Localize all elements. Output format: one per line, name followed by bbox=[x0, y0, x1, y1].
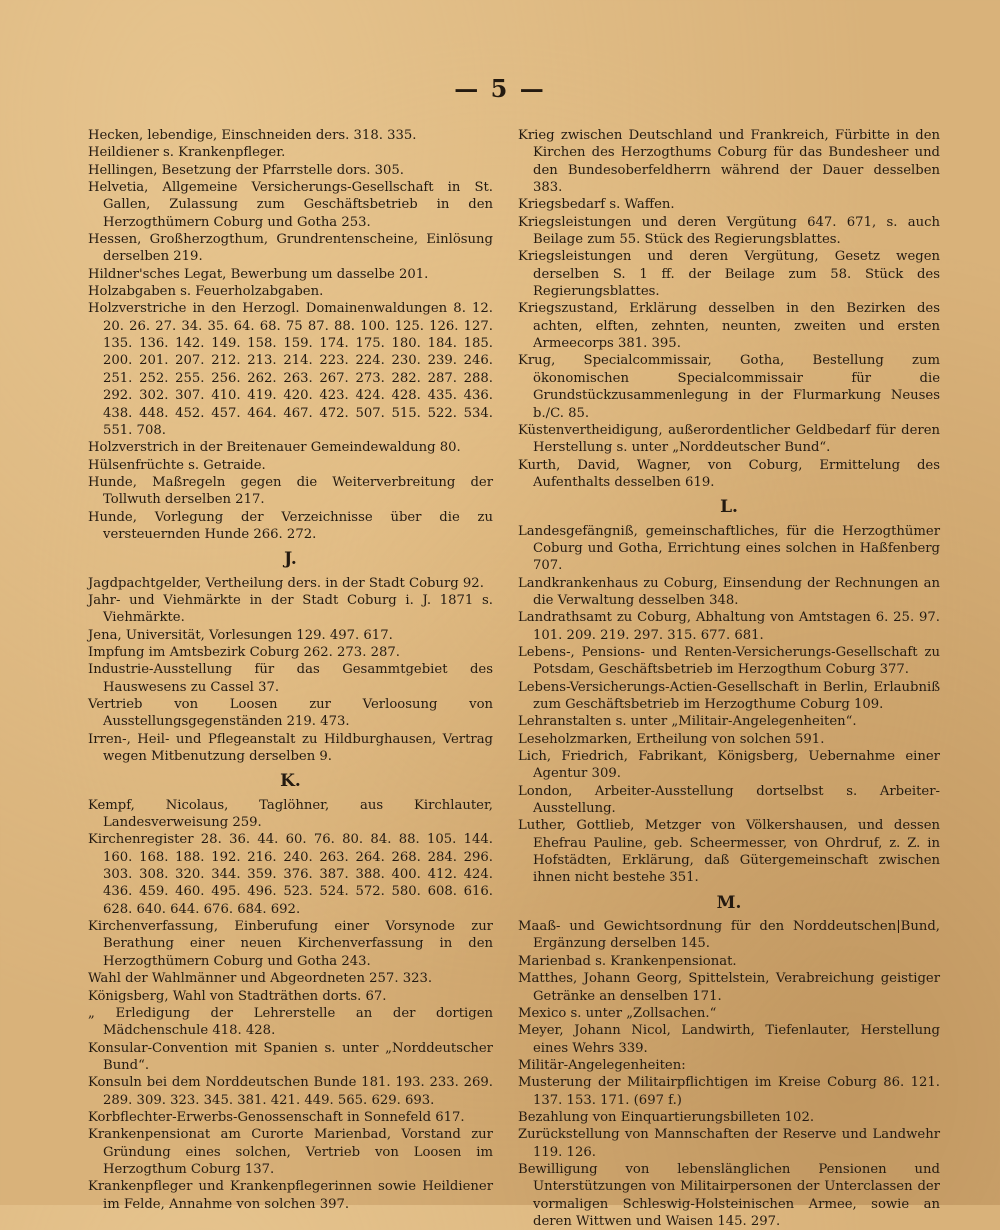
index-entry: Konsuln bei dem Norddeutschen Bunde 181. 193. 233. 269. 289. 309. 323. 345. 381. 421. 449. 565. 629. 693. bbox=[88, 1075, 493, 1108]
index-entry: Maaß- und Gewichtsordnung für den Norddeutschen|Bund, Ergänzung derselben 145. bbox=[518, 919, 940, 952]
index-entry: „ Erledigung der Lehrerstelle an der dortigen Mädchenschule 418. 428. bbox=[88, 1005, 493, 1039]
index-entry: Landesgefängniß, gemeinschaftliches, für die Herzogthümer Coburg und Gotha, Errichtung eines solchen in Haßfenberg 707. bbox=[518, 523, 940, 574]
index-entry: Krieg zwischen Deutschland und Frankreich, Fürbitte in den Kirchen des Herzogthums Coburg für das Bundesheer und den Bundesoberfeldherrn während der Dauer desselben 383. bbox=[518, 128, 940, 196]
index-entry: Korbflechter-Erwerbs-Genossenschaft in Sonnefeld 617. bbox=[88, 1109, 465, 1125]
index-entry: Jahr- und Viehmärkte in der Stadt Coburg i. J. 1871 s. Viehmärkte. bbox=[88, 592, 493, 626]
index-entry: Jena, Universität, Vorlesungen 129. 497. 617. bbox=[88, 627, 393, 643]
index-entry: Kriegsbedarf s. Waffen. bbox=[518, 197, 675, 213]
index-entry: Bewilligung von lebenslänglichen Pensionen und Unterstützungen von Militairpersonen der Unterclassen der vormaligen Schleswig-Holsteinischen Armee, sowie an deren Wittwen und Waisen 145. 297. bbox=[518, 1161, 940, 1229]
index-entry: Hildner'sches Legat, Bewerbung um dasselbe 201. bbox=[88, 266, 429, 282]
index-entry: Holzverstriche in den Herzogl. Domainenwaldungen 8. 12. 20. 26. 27. 34. 35. 64. 68. 75 87. 88. 100. 125. 126. 127. 135. 136. 142. 149. 158. 159. 174. 175. 180. 184. 185. 200. 201. 207. 212. 213. 214. 223. 224. 230. 239. 246. 251. 252. 255. 256. 262. 263. 267. 273. 282. 287. 288. 292. 302. 307. 410. 419. 420. 423. 424. 428. 435. 436. 438. 448. 452. 457. 464. 467. 472. 507. 515. 522. 534. 551. 708. bbox=[88, 301, 493, 438]
index-entry: Hessen, Großherzogthum, Grundrentenscheine, Einlösung derselben 219. bbox=[88, 232, 493, 265]
index-entry: Hunde, Vorlegung der Verzeichnisse über die zu versteuernden Hunde 266. 272. bbox=[88, 509, 493, 542]
index-entry: Heildiener s. Krankenpfleger. bbox=[88, 145, 286, 161]
index-entry: Luther, Gottlieb, Metzger von Völkershausen, und dessen Ehefrau Pauline, geb. Scheermesser, von Ohrdruf, z. Z. in Hofstädten, Erklärung, daß Gütergemeinschaft zwischen ihnen nicht bestehe 351. bbox=[518, 818, 940, 886]
index-column-left bbox=[88, 127, 493, 1213]
section-heading-j: J. bbox=[284, 549, 297, 570]
index-entry: Krankenpensionat am Curorte Marienbad, Vorstand zur Gründung eines solchen, Vertrieb von Loosen im Herzogthum Coburg 137. bbox=[88, 1127, 493, 1177]
section-heading-k: K. bbox=[280, 771, 301, 792]
index-entry: Holzverstrich in der Breitenauer Gemeindewaldung 80. bbox=[88, 440, 461, 456]
index-entry: Lehranstalten s. unter „Militair-Angelegenheiten“. bbox=[518, 714, 857, 730]
index-entry: Lebens-Versicherungs-Actien-Gesellschaft in Berlin, Erlaubniß zum Geschäftsbetrieb im Herzogthume Coburg 109. bbox=[518, 679, 940, 712]
index-entry: Kirchenverfassung, Einberufung einer Vorsynode zur Berathung einer neuen Kirchenverfassung in den Herzogthümern Coburg und Gotha 243. bbox=[88, 919, 493, 969]
index-entry: Holzabgaben s. Feuerholzabgaben. bbox=[88, 284, 324, 300]
index-entry: Hunde, Maßregeln gegen die Weiterverbreitung der Tollwuth derselben 217. bbox=[88, 474, 493, 508]
section-heading-l: L. bbox=[720, 497, 738, 518]
index-entry: Konsular-Convention mit Spanien s. unter „Norddeutscher Bund“. bbox=[88, 1040, 493, 1073]
index-entry: Mexico s. unter „Zollsachen.“ bbox=[518, 1005, 717, 1021]
index-entry: Königsberg, Wahl von Stadträthen dorts. 67. bbox=[88, 988, 387, 1004]
index-entry: Kurth, David, Wagner, von Coburg, Ermittelung des Aufenthalts desselben 619. bbox=[518, 457, 940, 490]
index-entry: Militär-Angelegenheiten: bbox=[518, 1057, 686, 1073]
index-entry: Bezahlung von Einquartierungsbilleten 102. bbox=[518, 1109, 815, 1125]
index-entry: Landkrankenhaus zu Coburg, Einsendung der Rechnungen an die Verwaltung desselben 348. bbox=[518, 575, 940, 608]
index-entry: Kirchenregister 28. 36. 44. 60. 76. 80. 84. 88. 105. 144. 160. 168. 188. 192. 216. 240. 263. 264. 268. 284. 296. 303. 308. 320. 344. 359. 376. 387. 388. 400. 412. 424. 436. 459. 460. 495. 496. 523. 524. 572. 580. 608. 616. 628. 640. 644. 676. 684. 692. bbox=[88, 832, 493, 917]
index-entry: Kempf, Nicolaus, Taglöhner, aus Kirchlauter, Landesverweisung 259. bbox=[88, 797, 493, 831]
index-entry: Küstenvertheidigung, außerordentlicher Geldbedarf für deren Herstellung s. unter „Norddeutscher Bund“. bbox=[518, 422, 940, 456]
index-entry: Kriegszustand, Erklärung desselben in den Bezirken des achten, elften, zehnten, neunten, zweiten und ersten Armeecorps 381. 395. bbox=[518, 301, 940, 352]
index-entry: Lich, Friedrich, Fabrikant, Königsberg, Uebernahme einer Agentur 309. bbox=[518, 749, 940, 782]
index-entry: Vertrieb von Loosen zur Verloosung von Ausstellungsgegenständen 219. 473. bbox=[88, 697, 493, 730]
index-entry: Jagdpachtgelder, Vertheilung ders. in der Stadt Coburg 92. bbox=[88, 575, 484, 591]
index-entry: Kriegsleistungen und deren Vergütung 647. 671, s. auch Beilage zum 55. Stück des Regierungsblattes. bbox=[518, 214, 940, 248]
index-entry: Landrathsamt zu Coburg, Abhaltung von Amtstagen 6. 25. 97. 101. 209. 219. 297. 315. 677. 681. bbox=[518, 610, 940, 643]
index-entry: Krug, Specialcommissair, Gotha, Bestellung zum ökonomischen Specialcommissair für die Grundstückzusammenlegung in der Flurmarkung Neuses b./C. 85. bbox=[518, 353, 940, 421]
index-column-right bbox=[518, 127, 940, 1230]
index-entry: Wahl der Wahlmänner und Abgeordneten 257. 323. bbox=[88, 971, 433, 987]
index-entry: Matthes, Johann Georg, Spittelstein, Verabreichung geistiger Getränke an denselben 171. bbox=[518, 971, 940, 1004]
index-entry: Helvetia, Allgemeine Versicherungs-Gesellschaft in St. Gallen, Zulassung zum Geschäftsbetrieb in den Herzogthümern Coburg und Gotha 253. bbox=[88, 180, 493, 230]
index-entry: Marienbad s. Krankenpensionat. bbox=[518, 953, 737, 969]
index-entry: Impfung im Amtsbezirk Coburg 262. 273. 287. bbox=[88, 644, 400, 660]
index-entry: Hülsenfrüchte s. Getraide. bbox=[88, 457, 266, 473]
index-entry: Kriegsleistungen und deren Vergütung, Gesetz wegen derselben S. 1 ff. der Beilage zum 58. Stück des Regierungsblattes. bbox=[518, 249, 940, 300]
index-entry: London, Arbeiter-Ausstellung dortselbst s. Arbeiter-Ausstellung. bbox=[518, 783, 940, 817]
section-heading-m: M. bbox=[716, 892, 742, 913]
index-entry: Zurückstellung von Mannschaften der Reserve und Landwehr 119. 126. bbox=[518, 1127, 940, 1160]
index-entry: Meyer, Johann Nicol, Landwirth, Tiefenlauter, Herstellung eines Wehrs 339. bbox=[518, 1023, 940, 1056]
page-number: — 5 — bbox=[454, 74, 546, 103]
index-entry: Lebens-, Pensions- und Renten-Versicherungs-Gesellschaft zu Potsdam, Geschäftsbetrieb im Herzogthum Coburg 377. bbox=[518, 644, 940, 678]
index-entry: Musterung der Militairpflichtigen im Kreise Coburg 86. 121. 137. 153. 171. (697 f.) bbox=[518, 1075, 940, 1108]
index-entry: Leseholzmarken, Ertheilung von solchen 591. bbox=[518, 731, 825, 747]
index-entry: Irren-, Heil- und Pflegeanstalt zu Hildburghausen, Vertrag wegen Mitbenutzung derselben 9. bbox=[88, 731, 493, 765]
index-entry: Hecken, lebendige, Einschneiden ders. 318. 335. bbox=[88, 128, 417, 143]
index-entry: Hellingen, Besetzung der Pfarrstelle dors. 305. bbox=[88, 162, 404, 178]
index-entry: Krankenpfleger und Krankenpflegerinnen sowie Heildiener im Felde, Annahme von solchen 397. bbox=[88, 1179, 493, 1212]
index-entry: Industrie-Ausstellung für das Gesammtgebiet des Hauswesens zu Cassel 37. bbox=[88, 662, 493, 695]
